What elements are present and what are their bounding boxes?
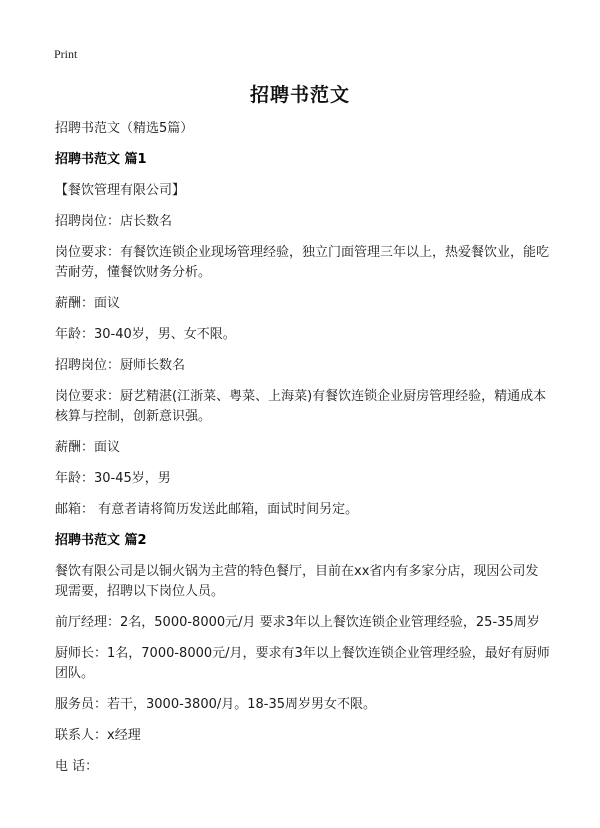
contact-line: 联系人：x经理 — [55, 728, 141, 743]
requirement-paragraph: 岗位要求：有餐饮连锁企业现场管理经验，独立门面管理三年以上，热爱餐饮业，能吃苦耐劳，懂餐饮财务分析。 — [55, 245, 550, 280]
job-line: 厨师长：1名，7000-8000元/月，要求有3年以上餐饮连锁企业管理经验，最好有厨师团队。 — [55, 646, 550, 681]
requirement-paragraph: 岗位要求：厨艺精湛(江浙菜、粤菜、上海菜)有餐饮连锁企业厨房管理经验，精通成本核算与控制，创新意识强。 — [55, 389, 547, 424]
position-line: 招聘岗位：店长数名 — [55, 214, 173, 229]
salary-line: 薪酬：面议 — [55, 296, 121, 311]
position-line: 招聘岗位：厨师长数名 — [55, 358, 186, 373]
company-name: 【餐饮管理有限公司】 — [55, 183, 186, 198]
job-line: 前厅经理：2名，5000-8000元/月 要求3年以上餐饮连锁企业管理经验，25-35周岁 — [55, 615, 540, 630]
age-line: 年龄：30-40岁，男、女不限。 — [55, 327, 236, 342]
intro-paragraph: 餐饮有限公司是以铜火锅为主营的特色餐厅，目前在xx省内有多家分店，现因公司发现需要，招聘以下岗位人员。 — [55, 564, 539, 599]
job-line: 服务员：若干，3000-3800/月。18-35周岁男女不限。 — [55, 697, 377, 712]
document-title: 招聘书范文 — [249, 84, 350, 106]
print-label: Print — [54, 47, 78, 61]
section-heading-2: 招聘书范文 篇2 — [55, 533, 147, 548]
age-line: 年龄：30-45岁，男 — [55, 471, 171, 486]
email-line: 邮箱： 有意者请将简历发送此邮箱，面试时间另定。 — [55, 502, 359, 517]
salary-line: 薪酬：面议 — [55, 440, 121, 455]
document-subtitle: 招聘书范文（精选5篇） — [55, 121, 194, 136]
phone-line: 电 话： — [55, 759, 99, 774]
document-body — [55, 119, 550, 788]
section-heading-1: 招聘书范文 篇1 — [55, 152, 147, 167]
